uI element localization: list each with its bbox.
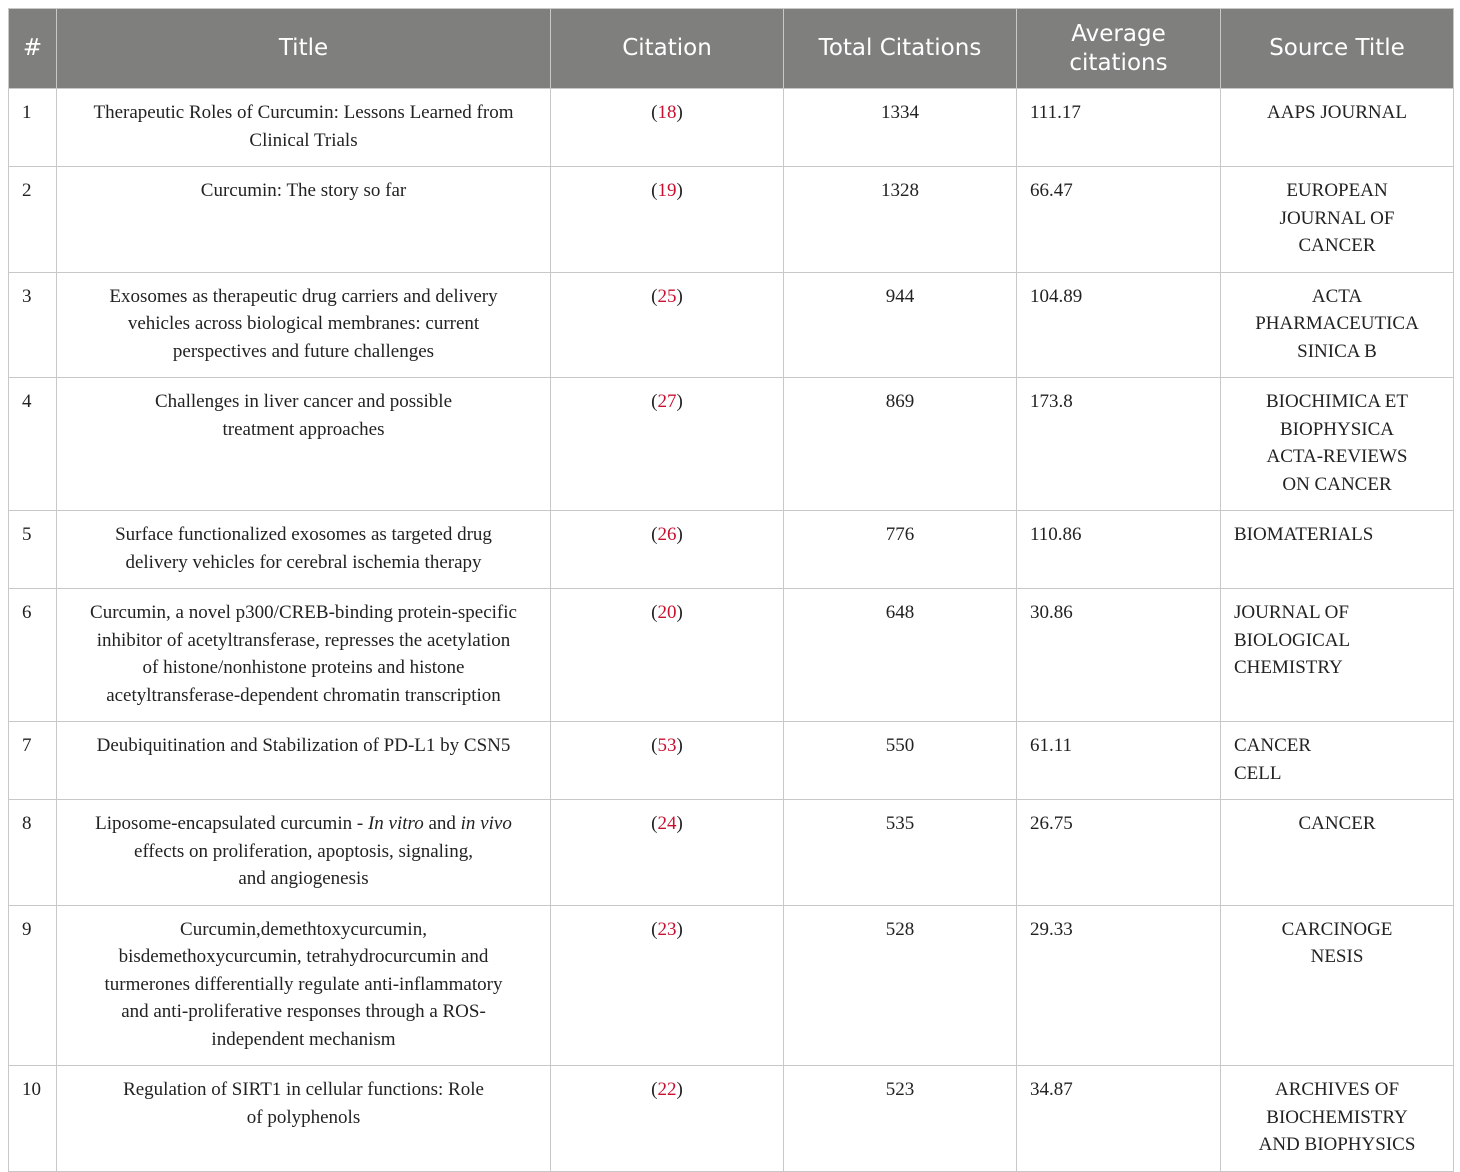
- row-number: 8: [9, 800, 57, 906]
- reference-link[interactable]: 18: [657, 102, 677, 123]
- table-row: [9, 511, 1454, 589]
- source-title-line: BIOLOGICAL: [1234, 629, 1351, 651]
- article-title-line: Therapeutic Roles of Curcumin: Lessons Learned from: [93, 102, 514, 123]
- article-title-line: of polyphenols: [246, 1106, 361, 1128]
- article-title: [57, 272, 551, 378]
- article-title-line: Surface functionalized exosomes as targeted drug: [115, 524, 492, 545]
- citation-cell: (25): [551, 272, 784, 378]
- reference-link[interactable]: 20: [657, 602, 677, 623]
- source-title-line: CANCER: [1298, 235, 1376, 256]
- article-title: [57, 905, 551, 1066]
- citation-cell: (26): [551, 511, 784, 589]
- source-title-line: NESIS: [1310, 946, 1364, 967]
- source-title-line: AAPS JOURNAL: [1267, 102, 1407, 123]
- table-row: [9, 589, 1454, 722]
- source-title-line: ARCHIVES OF: [1274, 1079, 1400, 1100]
- article-title-line: perspectives and future challenges: [172, 340, 435, 362]
- table-row: [9, 800, 1454, 906]
- article-title-line: and anti-proliferative responses through a ROS-: [121, 1001, 486, 1022]
- article-title-line: vehicles across biological membranes: current: [127, 313, 480, 334]
- article-title: [57, 167, 551, 273]
- total-citations: 535: [784, 800, 1017, 906]
- citation-cell: (23): [551, 905, 784, 1066]
- article-title-line: and angiogenesis: [238, 868, 369, 889]
- citation-cell: (53): [551, 722, 784, 800]
- source-title-line: SINICA B: [1297, 340, 1377, 362]
- average-citations: 110.86: [1017, 511, 1221, 589]
- total-citations: 776: [784, 511, 1017, 589]
- table-row: [9, 722, 1454, 800]
- average-citations: 173.8: [1017, 378, 1221, 511]
- citation-table: [8, 8, 1454, 1172]
- total-citations: 528: [784, 905, 1017, 1066]
- table-row: [9, 905, 1454, 1066]
- source-title: [1221, 1066, 1454, 1172]
- average-citations: 61.11: [1017, 722, 1221, 800]
- article-title-line: independent mechanism: [211, 1028, 396, 1050]
- row-number: 1: [9, 89, 57, 167]
- article-title-line: Clinical Trials: [249, 129, 358, 151]
- table-row: [9, 378, 1454, 511]
- source-title-line: PHARMACEUTICA: [1255, 313, 1419, 334]
- reference-link[interactable]: 26: [657, 524, 677, 545]
- total-citations: 523: [784, 1066, 1017, 1172]
- article-title-line: Curcumin: The story so far: [200, 180, 407, 201]
- column-header-citation: Citation: [551, 9, 784, 89]
- total-citations: 550: [784, 722, 1017, 800]
- source-title: [1221, 722, 1454, 800]
- source-title-line: BIOCHEMISTRY: [1266, 1106, 1408, 1128]
- table-body: [9, 89, 1454, 1172]
- citation-cell: (24): [551, 800, 784, 906]
- source-title-line: EUROPEAN: [1286, 180, 1388, 201]
- row-number: 7: [9, 722, 57, 800]
- table-row: [9, 272, 1454, 378]
- article-title: [57, 378, 551, 511]
- table-row: [9, 167, 1454, 273]
- article-title: [57, 511, 551, 589]
- column-header-source-title: Source Title: [1221, 9, 1454, 89]
- total-citations: 1334: [784, 89, 1017, 167]
- row-number: 5: [9, 511, 57, 589]
- article-title: [57, 1066, 551, 1172]
- reference-link[interactable]: 24: [657, 813, 677, 834]
- article-title-line: Curcumin, a novel p300/CREB-binding protein-specific: [90, 602, 517, 623]
- total-citations: 1328: [784, 167, 1017, 273]
- column-header-average-citations: [1017, 9, 1221, 89]
- average-citations: 111.17: [1017, 89, 1221, 167]
- article-title-line: Liposome-encapsulated curcumin - In vitro and in vivo: [95, 813, 512, 834]
- citation-cell: (20): [551, 589, 784, 722]
- article-title-line: Regulation of SIRT1 in cellular functions: Role: [123, 1079, 484, 1100]
- total-citations: 944: [784, 272, 1017, 378]
- article-title-line: Deubiquitination and Stabilization of PD-L1 by CSN5: [96, 735, 511, 756]
- table-row: [9, 1066, 1454, 1172]
- reference-link[interactable]: 27: [657, 391, 677, 412]
- article-title-line: acetyltransferase-dependent chromatin transcription: [106, 684, 501, 706]
- column-header-number: #: [9, 9, 57, 89]
- source-title: [1221, 378, 1454, 511]
- source-title-line: AND BIOPHYSICS: [1258, 1134, 1416, 1155]
- source-title: [1221, 511, 1454, 589]
- citation-cell: (22): [551, 1066, 784, 1172]
- average-citations: 66.47: [1017, 167, 1221, 273]
- source-title-line: CARCINOGE: [1281, 918, 1393, 940]
- average-citations: 34.87: [1017, 1066, 1221, 1172]
- source-title-line: JOURNAL OF: [1279, 207, 1395, 229]
- article-title-line: Exosomes as therapeutic drug carriers and delivery: [109, 285, 498, 307]
- row-number: 9: [9, 905, 57, 1066]
- citation-cell: (18): [551, 89, 784, 167]
- article-title-line: effects on proliferation, apoptosis, signaling,: [134, 840, 473, 862]
- article-title-line: treatment approaches: [222, 418, 385, 440]
- row-number: 10: [9, 1066, 57, 1172]
- reference-link[interactable]: 53: [657, 735, 677, 756]
- article-title: [57, 589, 551, 722]
- source-title-line: JOURNAL OF: [1234, 602, 1349, 623]
- source-title: [1221, 800, 1454, 906]
- average-citations: 104.89: [1017, 272, 1221, 378]
- source-title-line: ACTA: [1311, 285, 1363, 307]
- article-title: [57, 89, 551, 167]
- source-title-line: CANCER: [1234, 735, 1312, 756]
- source-title: [1221, 167, 1454, 273]
- reference-link[interactable]: 22: [657, 1079, 677, 1100]
- article-title-line: delivery vehicles for cerebral ischemia therapy: [125, 551, 482, 573]
- article-title-line: Challenges in liver cancer and possible: [154, 391, 453, 412]
- table-row: [9, 89, 1454, 167]
- source-title-line: BIOCHIMICA ET: [1266, 391, 1408, 412]
- source-title-line: CANCER: [1298, 813, 1376, 834]
- column-header-average-line: citations: [1069, 49, 1168, 76]
- source-title: [1221, 905, 1454, 1066]
- row-number: 6: [9, 589, 57, 722]
- average-citations: 29.33: [1017, 905, 1221, 1066]
- row-number: 3: [9, 272, 57, 378]
- table-header-row: [9, 9, 1454, 89]
- reference-link[interactable]: 25: [657, 285, 677, 307]
- reference-link[interactable]: 23: [657, 918, 677, 940]
- article-title-line: inhibitor of acetyltransferase, represses the acetylation: [96, 629, 511, 651]
- article-title-line: Curcumin,demethtoxycurcumin,: [180, 918, 427, 940]
- source-title-line: CELL: [1234, 762, 1282, 784]
- total-citations: 648: [784, 589, 1017, 722]
- article-title-line: bisdemethoxycurcumin, tetrahydrocurcumin and: [118, 946, 489, 967]
- average-citations: 26.75: [1017, 800, 1221, 906]
- article-title: [57, 800, 551, 906]
- row-number: 4: [9, 378, 57, 511]
- column-header-total-citations: Total Citations: [784, 9, 1017, 89]
- source-title: [1221, 272, 1454, 378]
- source-title-line: CHEMISTRY: [1234, 657, 1343, 678]
- article-title-line: turmerones differentially regulate anti-inflammatory: [104, 973, 503, 995]
- article-title-line: of histone/nonhistone proteins and histone: [142, 657, 465, 678]
- reference-link[interactable]: 19: [657, 180, 677, 201]
- article-title: [57, 722, 551, 800]
- average-citations: 30.86: [1017, 589, 1221, 722]
- source-title-line: BIOMATERIALS: [1234, 524, 1374, 545]
- row-number: 2: [9, 167, 57, 273]
- source-title: [1221, 89, 1454, 167]
- source-title-line: ON CANCER: [1282, 473, 1392, 495]
- citation-cell: (27): [551, 378, 784, 511]
- source-title-line: BIOPHYSICA: [1279, 418, 1395, 440]
- source-title-line: ACTA-REVIEWS: [1266, 446, 1408, 467]
- citation-cell: (19): [551, 167, 784, 273]
- source-title: [1221, 589, 1454, 722]
- total-citations: 869: [784, 378, 1017, 511]
- column-header-title: Title: [57, 9, 551, 89]
- column-header-average-line: Average: [1071, 20, 1166, 47]
